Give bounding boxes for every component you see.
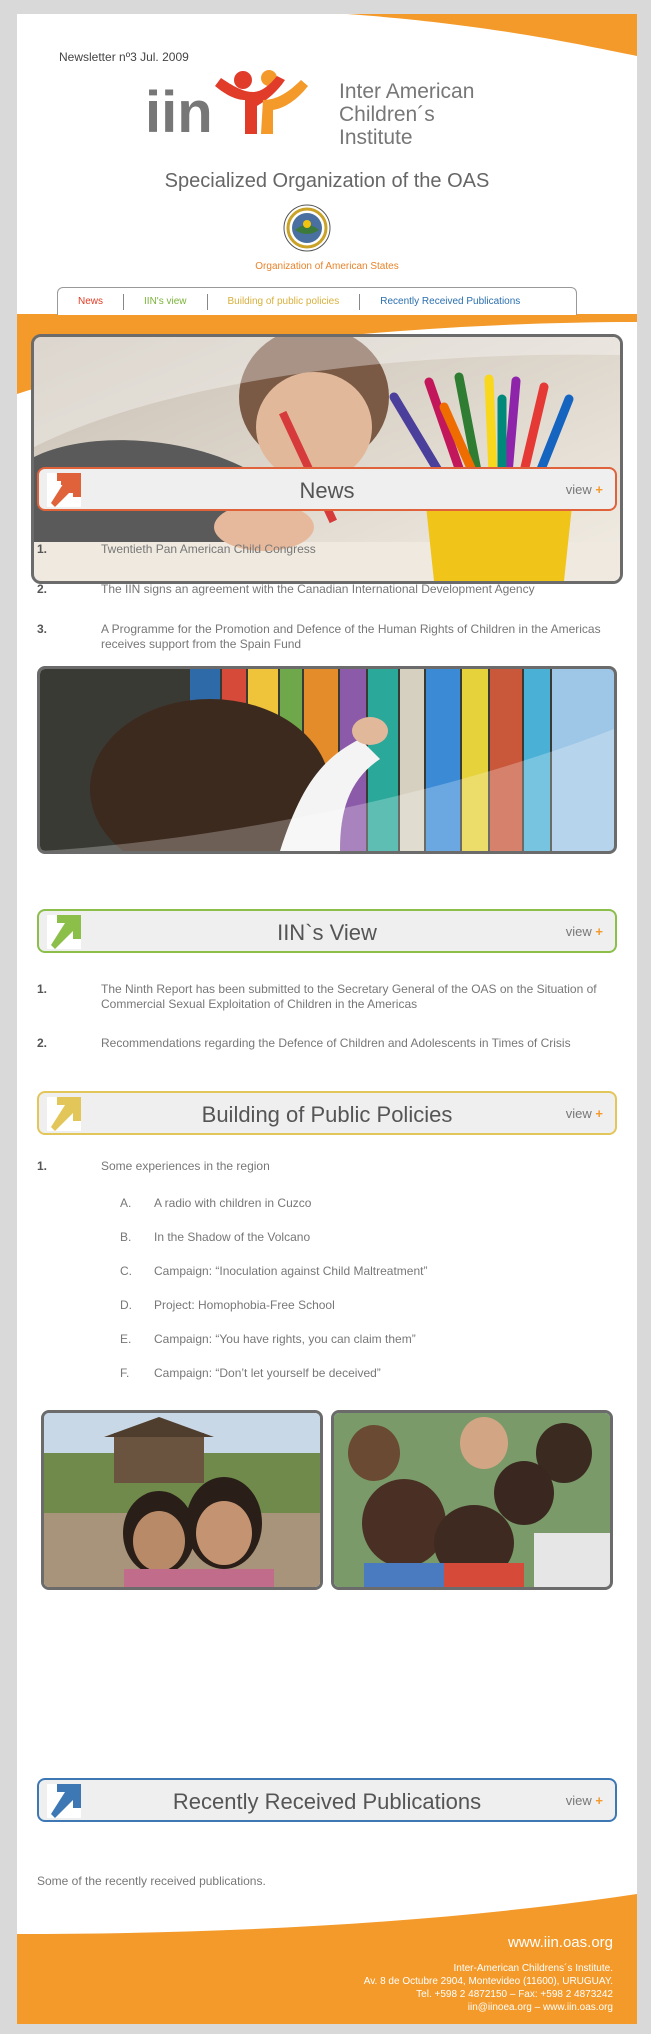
item-text: A Programme for the Promotion and Defence of the Human Rights of Children in the Americas receives support from the Spain Fund bbox=[101, 622, 601, 651]
subitem-text: Campaign: “Inoculation against Child Maltreatment” bbox=[154, 1264, 428, 1278]
item-text: The IIN signs an agreement with the Canadian International Development Agency bbox=[101, 582, 535, 596]
publications-view-link[interactable] bbox=[566, 1793, 603, 1808]
policies-view-link[interactable] bbox=[566, 1106, 603, 1121]
item-text: Twentieth Pan American Child Congress bbox=[101, 542, 316, 556]
policies-subitem[interactable] bbox=[120, 1264, 427, 1278]
publications-title: Recently Received Publications bbox=[172, 1789, 482, 1814]
plus-icon: + bbox=[595, 1106, 603, 1121]
children-village-photo bbox=[41, 1410, 323, 1590]
policies-subitem[interactable] bbox=[120, 1196, 311, 1210]
subitem-text: In the Shadow of the Volcano bbox=[154, 1230, 311, 1244]
footer-address-line: iin@iinoea.org – www.iin.oas.org bbox=[467, 2002, 613, 2013]
subitem-letter: A. bbox=[120, 1196, 132, 1210]
plus-icon: + bbox=[595, 482, 603, 497]
newsletter-page bbox=[17, 14, 637, 2024]
subitem-letter: F. bbox=[120, 1366, 130, 1380]
oas-name: Organization of American States bbox=[255, 261, 399, 272]
news-view-link[interactable] bbox=[566, 482, 603, 497]
subitem-letter: D. bbox=[120, 1298, 132, 1312]
org-name-line: Inter American bbox=[339, 80, 475, 103]
top-orange-swoosh bbox=[17, 14, 637, 74]
footer-address-line: Av. 8 de Octubre 2904, Montevideo (11600), URUGUAY. bbox=[363, 1976, 613, 1987]
policies-subitem[interactable] bbox=[120, 1298, 335, 1312]
publications-section-header bbox=[37, 1778, 617, 1822]
item-text: Recommendations regarding the Defence of Children and Adolescents in Times of Crisis bbox=[101, 1036, 571, 1050]
tagline: Specialized Organization of the OAS bbox=[164, 170, 490, 192]
footer-address-line: Inter-American Childrens´s Institute. bbox=[453, 1963, 613, 1974]
item-number: 3. bbox=[37, 622, 48, 636]
footer-address-line: Tel. +598 2 4872150 – Fax: +598 2 4873242 bbox=[416, 1989, 613, 2000]
nav-public-policies[interactable]: Building of public policies bbox=[208, 294, 361, 310]
nav-news[interactable]: News bbox=[58, 294, 124, 310]
org-name-line: Children´s bbox=[339, 103, 435, 126]
oas-seal-icon bbox=[283, 204, 331, 252]
plus-icon: + bbox=[595, 1793, 603, 1808]
policies-section-header bbox=[37, 1091, 617, 1135]
subitem-letter: C. bbox=[120, 1264, 132, 1278]
policies-title: Building of Public Policies bbox=[201, 1102, 453, 1127]
policies-subitem[interactable] bbox=[120, 1366, 381, 1380]
nav-iin-view[interactable]: IIN's view bbox=[124, 294, 207, 310]
news-title: News bbox=[299, 478, 355, 503]
subitem-letter: E. bbox=[120, 1332, 132, 1346]
nav-publications[interactable]: Recently Received Publications bbox=[380, 295, 521, 307]
plus-icon: + bbox=[595, 924, 603, 939]
subitem-letter: B. bbox=[120, 1230, 132, 1244]
policies-subitem[interactable] bbox=[120, 1230, 310, 1244]
publications-text: Some of the recently received publications. bbox=[37, 1874, 266, 1888]
item-number: 2. bbox=[37, 582, 48, 596]
view-label: view bbox=[565, 924, 592, 939]
top-navigation bbox=[57, 287, 577, 315]
iin-view-section-header bbox=[37, 909, 617, 953]
org-name bbox=[339, 80, 519, 149]
library-photo bbox=[37, 666, 617, 854]
view-label: view bbox=[565, 1106, 592, 1121]
news-section-header bbox=[37, 467, 617, 511]
policies-subitem[interactable] bbox=[120, 1332, 416, 1346]
subitem-text: Project: Homophobia-Free School bbox=[154, 1298, 335, 1312]
item-number: 1. bbox=[37, 982, 48, 996]
item-number: 2. bbox=[37, 1036, 48, 1050]
footer-url-link[interactable]: www.iin.oas.org bbox=[507, 1934, 613, 1951]
item-number: 1. bbox=[37, 542, 48, 556]
view-label: view bbox=[565, 1793, 592, 1808]
iin-view-title: IIN`s View bbox=[277, 920, 377, 945]
iin-view-view-link[interactable] bbox=[566, 924, 603, 939]
item-text: The Ninth Report has been submitted to the Secretary General of the OAS on the Situation of Commercial Sexual Exploitation of Children in the Americas bbox=[101, 982, 597, 1011]
org-name-line: Institute bbox=[339, 126, 413, 149]
item-number: 1. bbox=[37, 1159, 48, 1173]
subitem-text: A radio with children in Cuzco bbox=[154, 1196, 312, 1210]
item-text: Some experiences in the region bbox=[101, 1159, 270, 1173]
children-group-photo bbox=[331, 1410, 613, 1590]
logo-mark: iin bbox=[145, 80, 213, 145]
footer-address bbox=[364, 1962, 613, 2014]
view-label: view bbox=[565, 482, 592, 497]
newsletter-number: Newsletter nº3 Jul. 2009 bbox=[59, 50, 189, 64]
subitem-text: Campaign: “Don’t let yourself be deceived” bbox=[154, 1366, 381, 1380]
subitem-text: Campaign: “You have rights, you can claim them” bbox=[154, 1332, 416, 1346]
